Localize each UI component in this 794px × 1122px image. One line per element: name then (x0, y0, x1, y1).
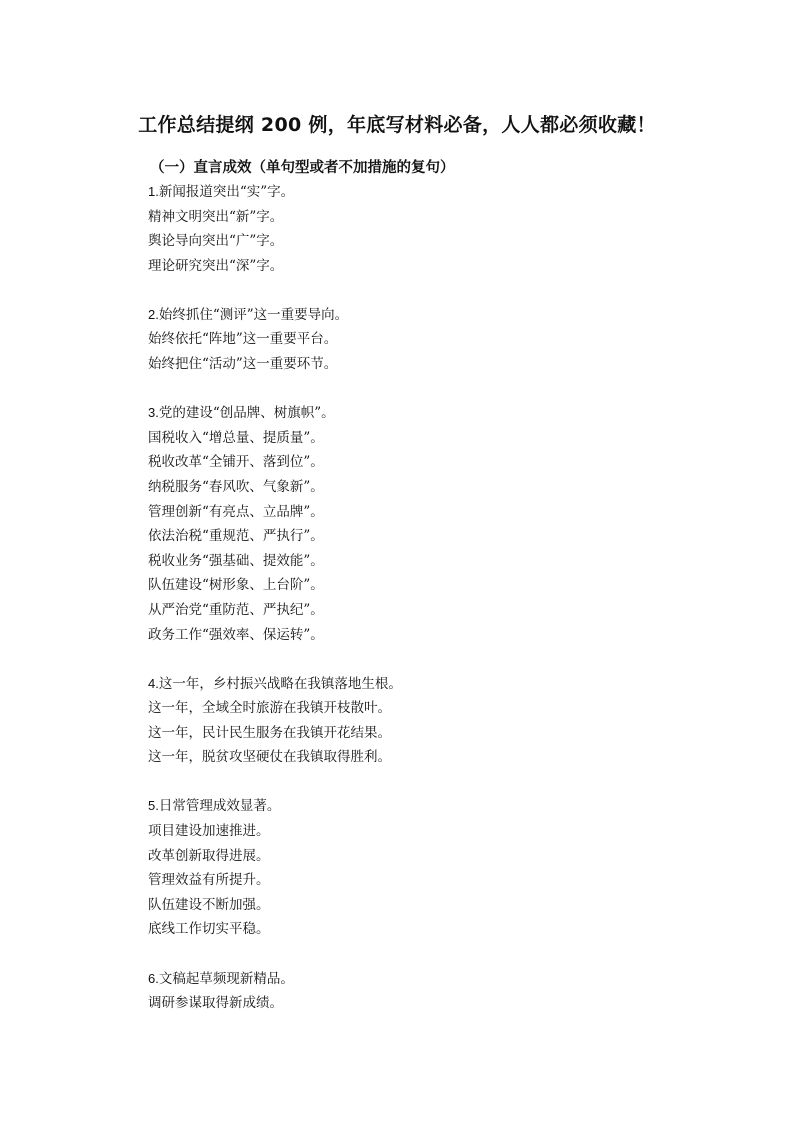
list-item (148, 868, 708, 893)
item-text: 精神文明突出“新”字。 (148, 208, 284, 225)
item-text: 管理效益有所提升。 (148, 872, 270, 889)
list-item (148, 721, 708, 746)
list-item (148, 573, 708, 598)
list-group (148, 672, 708, 770)
list-group (148, 794, 708, 942)
item-text: 党的建设“创品牌、树旗帜”。 (158, 405, 335, 422)
list-item (148, 623, 708, 648)
item-text: 税收改革“全铺开、落到位”。 (148, 454, 324, 471)
item-text: 始终抓住“测评”这一重要导向。 (158, 306, 349, 323)
item-text: 底线工作切实平稳。 (148, 921, 270, 938)
list-group (148, 180, 708, 278)
list-item (148, 303, 708, 328)
list-item (148, 696, 708, 721)
list-item (148, 794, 708, 819)
item-text: 文稿起草频现新精品。 (158, 970, 294, 987)
list-item (148, 917, 708, 942)
item-text: 调研参谋取得新成绩。 (148, 995, 283, 1012)
item-text: 这一年，民计民生服务在我镇开花结果。 (148, 724, 391, 741)
list-item (148, 672, 708, 697)
item-text: 改革创新取得进展。 (148, 847, 270, 864)
document-body (148, 180, 708, 1040)
list-item (148, 549, 708, 574)
list-item (148, 500, 708, 525)
item-text: 理论研究突出“深”字。 (148, 257, 284, 274)
section-heading: （一）直言成效（单句型或者不加措施的复句） (150, 160, 455, 176)
list-item (148, 205, 708, 230)
item-text: 新闻报道突出“实”字。 (158, 184, 295, 200)
list-item (148, 352, 708, 377)
item-text: 依法治税“重规范、严执行”。 (148, 528, 324, 545)
list-item (148, 745, 708, 770)
list-item (148, 401, 708, 426)
item-text: 政务工作“强效率、保运转”。 (148, 626, 324, 643)
document-title: 工作总结提纲 200 例，年底写材料必备，人人都必须收藏！ (138, 114, 656, 136)
item-number: 5. (148, 798, 159, 814)
list-item (148, 475, 708, 500)
item-text: 日常管理成效显著。 (158, 798, 281, 815)
list-item (148, 426, 708, 451)
list-group (148, 303, 708, 377)
item-number: 1. (148, 184, 159, 199)
item-number: 3. (148, 405, 159, 421)
list-item (148, 254, 708, 279)
item-text: 始终依托“阵地”这一重要平台。 (148, 331, 338, 348)
item-text: 国税收入“增总量、提质量”。 (148, 429, 324, 446)
item-number: 6. (148, 970, 159, 986)
item-text: 队伍建设“树形象、上台阶”。 (148, 577, 324, 594)
list-item (148, 327, 708, 352)
list-item (148, 844, 708, 869)
item-text: 管理创新“有亮点、立品牌”。 (148, 503, 324, 520)
list-item (148, 893, 708, 918)
item-text: 始终把住“活动”这一重要环节。 (148, 356, 338, 373)
item-text: 这一年，乡村振兴战略在我镇落地生根。 (158, 675, 402, 692)
list-item (148, 524, 708, 549)
list-group (148, 967, 708, 1016)
item-text: 从严治党“重防范、严执纪”。 (148, 601, 324, 618)
item-text: 税收业务“强基础、提效能”。 (148, 552, 324, 569)
list-group (148, 401, 708, 647)
list-item (148, 450, 708, 475)
list-item (148, 229, 708, 254)
item-text: 项目建设加速推进。 (148, 823, 270, 840)
list-item (148, 819, 708, 844)
item-text: 这一年，全域全时旅游在我镇开枝散叶。 (148, 700, 391, 717)
item-text: 这一年，脱贫攻坚硬仗在我镇取得胜利。 (148, 749, 391, 766)
list-item (148, 967, 708, 992)
item-text: 纳税服务“春风吹、气象新”。 (148, 478, 324, 495)
item-text: 队伍建设不断加强。 (148, 896, 270, 913)
item-text: 舆论导向突出“广”字。 (148, 233, 284, 250)
list-item (148, 598, 708, 623)
list-item (148, 180, 708, 205)
item-number: 2. (148, 306, 159, 322)
item-number: 4. (148, 675, 159, 691)
list-item (148, 991, 708, 1016)
